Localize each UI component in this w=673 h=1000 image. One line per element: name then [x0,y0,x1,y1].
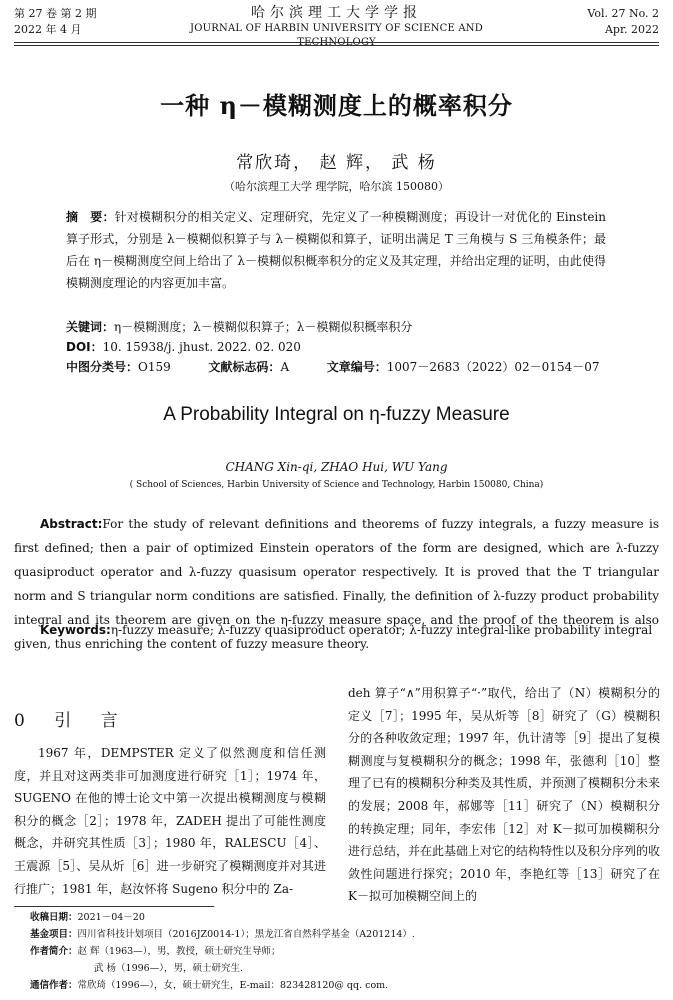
abstract-cn-text: 针对模糊积分的相关定义、定理研究，先定义了一种模糊测度；再设计一对优化的 Einstein 算子形式，分别是 λ－模糊似积算子与 λ－模糊似和算子，证明出满足 T 三角模与 S 三角模条件；最后在 η－模糊测度空间上给出了 λ－模糊似积概率积分的定义及其定理，并给出定理的证明，由此使得模糊测度理论的内容更加丰富。 [66,210,606,290]
footnote-rule [14,906,214,907]
header-volume-en: Vol. 27 No. 2 [587,7,659,20]
doc-code-label: 文献标志码： [208,360,281,374]
header-center [160,4,513,50]
keywords-en-label: Keywords: [40,623,111,637]
section-heading: 0 引 言 [14,711,130,731]
header-date-cn: 2022 年 4 月 [14,23,82,36]
corr-text: 常欣琦（1996—），女，硕士研究生，E-mail：823428120@ qq. com. [77,980,389,991]
header-rule-bottom [14,45,659,46]
fund-text: 四川省科技计划项目（2016JZ0014-1）；黑龙江省自然科学基金（A201214）. [77,929,415,940]
classification-line [66,358,626,376]
body-column-right: deh 算子“∧”用积算子“·”取代，给出了（N）模糊积分的定义［7］；1995 年，吴从炘等［8］研究了（G）模糊积分的各种收敛定理；1997 年，仇计清等［9］提出了复模糊测度与复模糊积分的概念；1998 年，张德利［10］整理了已有的模糊积分种类及其性质，并预测了模糊积分未来的发展；2008 年，郝娜等［11］研究了（N）模糊积分的转换定理；同年，李宏伟［12］对 K－拟可加模糊积分进行总结，并在此基础上对它的结构特性以及积分序列的收敛性问题进行探究；2010 年，李艳红等［13］研究了在 K－拟可加模糊空间上的 [348,686,661,904]
doi-label: DOI： [66,340,103,354]
affiliation-en: ( School of Sciences, Harbin University of Science and Technology, Harbin 150080, China) [129,480,544,490]
paper-title-cn: 一种 η－模糊测度上的概率积分 [160,91,513,120]
keywords-en-text: η-fuzzy measure; λ-fuzzy quasiproduct operator; λ-fuzzy integral-like probability integral [110,623,653,637]
doc-code-value: A [280,360,290,374]
bio-label: 作者简介： [30,946,78,957]
bio-line-2: 武 杨（1996—），男，硕士研究生. [94,963,243,974]
footnote-correspondence [30,977,650,994]
clc-label: 中图分类号： [66,360,139,374]
authors-en: CHANG Xin-qi, ZHAO Hui, WU Yang [225,460,448,474]
keywords-cn-text: η－模糊测度；λ－模糊似积算子；λ－模糊似积概率积分 [114,320,413,334]
keywords-cn-label: 关键词： [66,320,115,334]
footnote-bio [30,943,650,960]
keywords-en [40,620,660,640]
clc-value: O159 [138,360,171,374]
fund-label: 基金项目： [30,929,78,940]
journal-name-cn: 哈尔滨理工大学学报 [251,5,422,21]
affiliation-cn: （哈尔滨理工大学 理学院，哈尔滨 150080） [224,180,449,193]
header-right [587,6,659,38]
article-number-label: 文章编号： [326,360,387,374]
footnote-fund [30,926,650,943]
paper-title-en: A Probability Integral on η-fuzzy Measure [163,404,510,425]
header-volume-cn: 第 27 卷 第 2 期 [14,7,97,20]
header-left [14,6,96,38]
footnotes [30,909,650,994]
received-label: 收稿日期： [30,912,78,923]
doi-line [66,338,301,356]
abstract-en-label: Abstract: [40,517,103,531]
doi-text: 10. 15938/j. jhust. 2022. 02. 020 [102,340,301,354]
abstract-en-text: For the study of relevant definitions and theorems of fuzzy integrals, a fuzzy measure is first defined; then a pair of optimized Einstein operators of the form are designed, which are λ-fuzzy quasiproduct operator and λ-fuzzy quasisum operator respectively. It is proved that the T triangular norm and S triangular norm conditions are satisfied. Finally, the definition of λ-fuzzy product probability integral and its theorem are given on the η-fuzzy measure space, and the proof of the theorem is also given, thus enriching the content of fuzzy measure theory. [14,517,659,651]
authors-cn: 常欣琦， 赵 辉， 武 杨 [236,153,437,173]
article-number-value: 1007－2683（2022）02－0154－07 [386,360,600,374]
footnote-received [30,909,650,926]
keywords-cn [66,318,412,336]
corr-label: 通信作者： [30,980,78,991]
journal-name-en: JOURNAL OF HARBIN UNIVERSITY OF SCIENCE AND TECHNOLOGY [190,23,483,48]
abstract-cn-label: 摘 要： [66,210,115,224]
header-rule-top [14,42,659,43]
received-date: 2021－04－20 [77,912,145,923]
body-column-left: 1967 年，DEMPSTER 定义了似然测度和信任测度，并且对这两类非可加测度进行研究［1］；1974 年，SUGENO 在他的博士论文中第一次提出模糊测度与模糊积分的概念［2］；1978 年，ZADEH 提出了可能性测度概念，并研究其性质［3］；1980 年，RALESCU［4］、王震源［5］、吴从炘［6］进一步研究了模糊测度并对其进行推广；1981 年，赵汝怀将 Sugeno 积分中的 Za- [14,746,326,896]
header-date-en: Apr. 2022 [604,23,659,36]
bio-line-1: 赵 辉（1963—），男，教授，硕士研究生导师； [77,946,281,957]
abstract-cn [66,206,606,294]
footnote-bio-cont [30,960,650,977]
